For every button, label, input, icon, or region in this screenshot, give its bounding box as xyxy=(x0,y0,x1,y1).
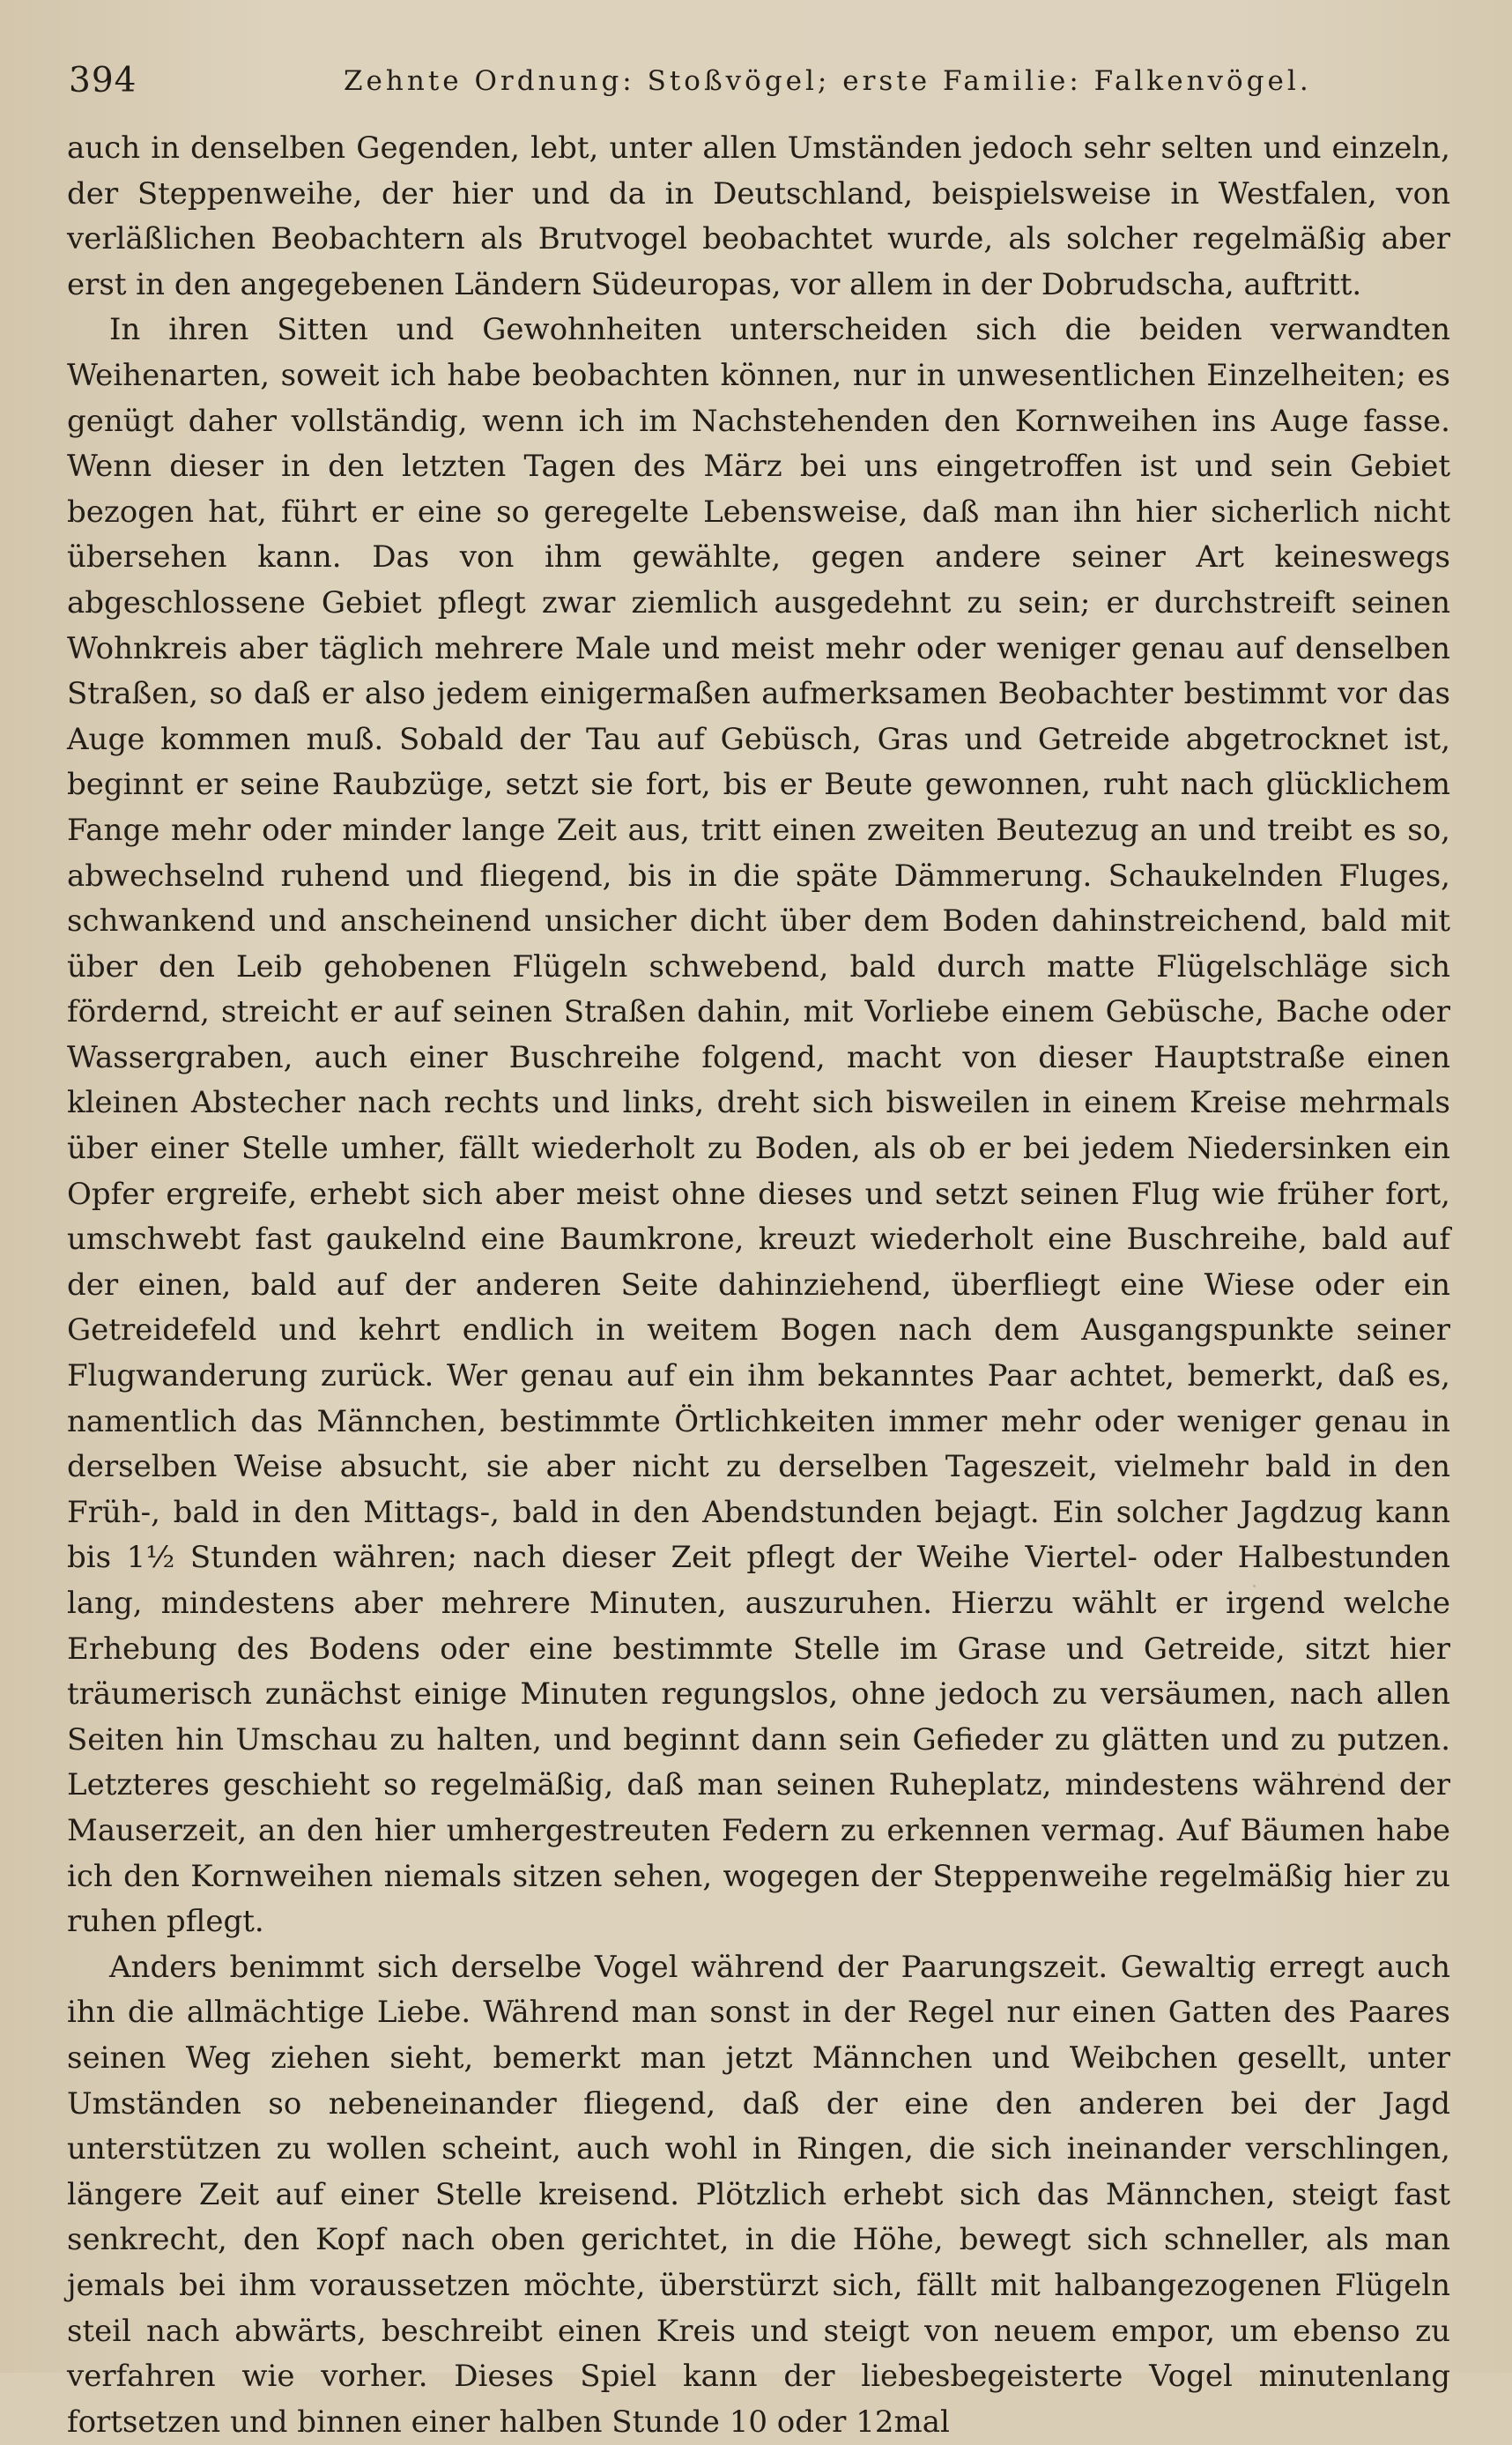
page-header xyxy=(62,55,1450,108)
paragraph-3: Anders benimmt sich derselbe Vogel während der Paarungszeit. Gewaltig erregt auch ihn die allmächtige Liebe. Während man sonst in der Regel nur einen Gatten des Paares seinen Weg ziehen sieht, bemerkt man jetzt Männchen und Weibchen gesellt, unter Umständen so nebeneinander fliegend, daß der eine den anderen bei der Jagd unterstützen zu wollen scheint, auch wohl in Ringen, die sich ineinander verschlingen, längere Zeit auf einer Stelle kreisend. Plötzlich erhebt sich das Männchen, steigt fast senkrecht, den Kopf nach oben gerichtet, in die Höhe, bewegt sich schneller, als man jemals bei ihm voraussetzen möchte, überstürzt sich, fällt mit halbangezogenen Flügeln steil nach abwärts, beschreibt einen Kreis und steigt von neuem empor, um ebenso zu verfahren wie vorher. Dieses Spiel kann der liebesbegeisterte Vogel minutenlang fortsetzen und binnen einer halben Stunde 10 oder 12mal xyxy=(67,1949,1450,2440)
paragraph-1: auch in denselben Gegenden, lebt, unter allen Umständen jedoch sehr selten und einzeln, der Steppenweihe, der hier und da in Deutschland, beispielsweise in Westfalen, von verläßlichen Beobachtern als Brutvogel beobachtet wurde, als solcher regelmäßig aber erst in den angegebenen Ländern Südeuropas, vor allem in der Dobrudscha, auftritt. xyxy=(67,130,1450,302)
page-number: 394 xyxy=(69,61,137,100)
body-text xyxy=(67,126,1450,2445)
paper-speck xyxy=(1338,1773,1340,1776)
paper-speck xyxy=(1026,2107,1028,2109)
paper-speck xyxy=(1253,1585,1256,1587)
running-head: Zehnte Ordnung: Stoßvögel; erste Familie: Falkenvögel. xyxy=(344,65,1312,97)
paragraph-2: In ihren Sitten und Gewohnheiten unterscheiden sich die beiden verwandten Weihenarten, soweit ich habe beobachten können, nur in unwesentlichen Einzelheiten; es genügt daher vollständig, wenn ich im Nachstehenden den Kornweihen ins Auge fasse. Wenn dieser in den letzten Tagen des März bei uns eingetroffen ist und sein Gebiet bezogen hat, führt er eine so geregelte Lebensweise, daß man ihn hier sicherlich nicht übersehen kann. Das von ihm gewählte, gegen andere seiner Art keineswegs abgeschlossene Gebiet pflegt zwar ziemlich ausgedehnt zu sein; er durchstreift seinen Wohnkreis aber täglich mehrere Male und meist mehr oder weniger genau auf denselben Straßen, so daß er also jedem einigermaßen aufmerksamen Beobachter bestimmt vor das Auge kommen muß. Sobald der Tau auf Gebüsch, Gras und Getreide abgetrocknet ist, beginnt er seine Raubzüge, setzt sie fort, bis er Beute gewonnen, ruht nach glücklichem Fange mehr oder minder lange Zeit aus, tritt einen zweiten Beutezug an und treibt es so, abwechselnd ruhend und fliegend, bis in die späte Dämmerung. Schaukelnden Fluges, schwankend und anscheinend unsicher dicht über dem Boden dahinstreichend, bald mit über den Leib gehobenen Flügeln schwebend, bald durch matte Flügelschläge sich fördernd, streicht er auf seinen Straßen dahin, mit Vorliebe einem Gebüsche, Bache oder Wassergraben, auch einer Buschreihe folgend, macht von dieser Hauptstraße einen kleinen Abstecher nach rechts und links, dreht sich bisweilen in einem Kreise mehrmals über einer Stelle umher, fällt wiederholt zu Boden, als ob er bei jedem Niedersinken ein Opfer ergreife, erhebt sich aber meist ohne dieses und setzt seinen Flug wie früher fort, umschwebt fast gaukelnd eine Baumkrone, kreuzt wiederholt eine Buschreihe, bald auf der einen, bald auf der anderen Seite dahinziehend, überfliegt eine Wiese oder ein Getreidefeld und kehrt endlich in weitem Bogen nach dem Ausgangspunkte seiner Flugwanderung zurück. Wer genau auf ein ihm bekanntes Paar achtet, bemerkt, daß es, namentlich das Männchen, bestimmte Örtlichkeiten immer mehr oder weniger genau in derselben Weise absucht, sie aber nicht zu derselben Tageszeit, vielmehr bald in den Früh-, bald in den Mittags-, bald in den Abendstunden bejagt. Ein solcher Jagdzug kann bis 1½ Stunden währen; nach dieser Zeit pflegt der Weihe Viertel- oder Halbestunden lang, mindestens aber mehrere Minuten, auszuruhen. Hierzu wählt er irgend welche Erhebung des Bodens oder eine bestimmte Stelle im Grase und Getreide, sitzt hier träumerisch zunächst einige Minuten regungslos, ohne jedoch zu versäumen, nach allen Seiten hin Umschau zu halten, und beginnt dann sein Gefieder zu glätten und zu putzen. Letzteres geschieht so regelmäßig, daß man seinen Ruheplatz, mindestens während der Mauserzeit, an den hier umhergestreuten Federn zu erkennen vermag. Auf Bäumen habe ich den Kornweihen niemals sitzen sehen, wogegen der Steppenweihe regelmäßig hier zu ruhen pflegt. xyxy=(67,312,1450,1940)
